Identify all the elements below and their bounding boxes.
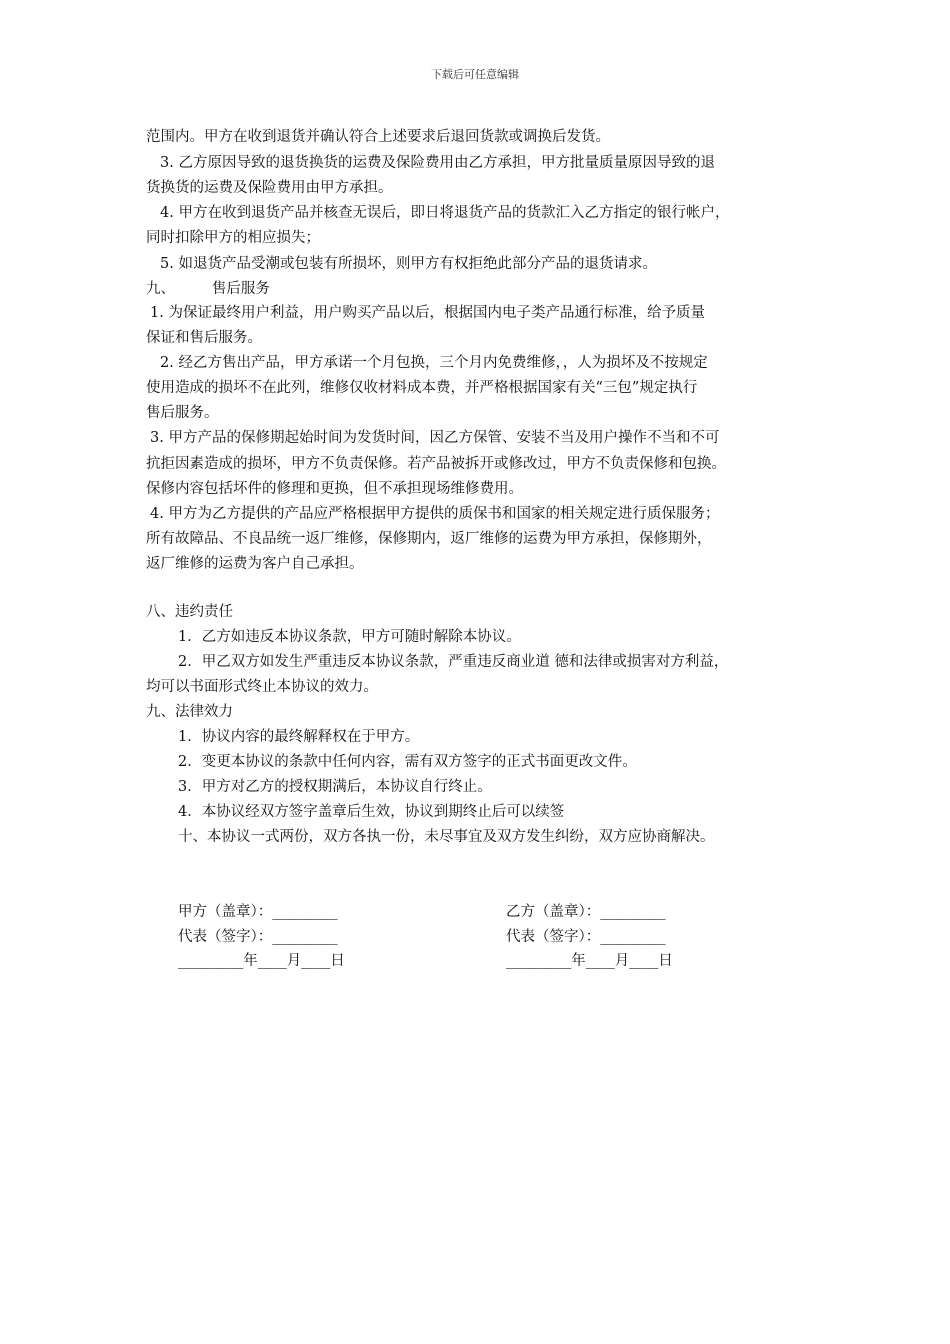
body-line: 1. 为保证最终用户利益，用户购买产品以后，根据国内电子类产品通行标准，给予质量 <box>150 305 705 321</box>
section-heading: 九、 售后服务 <box>146 281 270 297</box>
body-line: 2．甲乙双方如发生严重违反本协议条款，严重违反商业道 德和法律或损害对方利益， <box>178 654 729 670</box>
body-line: 4．本协议经双方签字盖章后生效，协议到期终止后可以续签 <box>178 804 565 820</box>
body-line: 5. 如退货产品受潮或包装有所损坏，则甲方有权拒绝此部分产品的退货请求。 <box>160 256 657 272</box>
body-line: 2. 经乙方售出产品，甲方承诺一个月包换，三个月内免费维修，，人为损坏及不按规定 <box>160 355 708 371</box>
body-line: 4. 甲方在收到退货产品并核查无误后，即日将退货产品的货款汇入乙方指定的银行帐户， <box>160 205 730 221</box>
party-b-seal-field: 乙方（盖章）：_________ <box>506 904 666 920</box>
body-line: 返厂维修的运费为客户自己承担。 <box>146 556 364 572</box>
party-a-seal-field: 甲方（盖章）：_________ <box>178 904 338 920</box>
body-line: 3. 乙方原因导致的退货换货的运费及保险费用由乙方承担，甲方批量质量原因导致的退 <box>160 155 715 171</box>
body-line: 1．协议内容的最终解释权在于甲方。 <box>178 729 420 745</box>
party-a-date-field: _________年____月____日 <box>178 953 345 969</box>
body-line: 使用造成的损坏不在此列，维修仅收材料成本费，并严格根据国家有关“三包”规定执行 <box>146 380 698 396</box>
body-line: 售后服务。 <box>146 405 219 421</box>
body-line: 保修内容包括坏件的修理和更换，但不承担现场维修费用。 <box>146 481 523 497</box>
body-line: 1．乙方如违反本协议条款，甲方可随时解除本协议。 <box>178 629 521 645</box>
body-line: 十、本协议一式两份，双方各执一份，未尽事宜及双方发生纠纷，双方应协商解决。 <box>178 829 715 845</box>
body-line: 3. 甲方产品的保修期起始时间为发货时间，因乙方保管、安装不当及用户操作不当和不可 <box>150 430 720 446</box>
body-line: 范围内。甲方在收到退货并确认符合上述要求后退回货款或调换后发货。 <box>146 129 610 145</box>
body-line: 同时扣除甲方的相应损失； <box>146 230 320 246</box>
party-a-representative-field: 代表（签字）：_________ <box>178 929 338 945</box>
body-line: 所有故障品、不良品统一返厂维修，保修期内，返厂维修的运费为甲方承担，保修期外， <box>146 531 712 547</box>
section-heading: 八、违约责任 <box>146 604 233 620</box>
body-line: 保证和售后服务。 <box>146 330 262 346</box>
body-line: 3．甲方对乙方的授权期满后，本协议自行终止。 <box>178 779 492 795</box>
party-b-date-field: _________年____月____日 <box>506 953 673 969</box>
page-header-note: 下载后可任意编辑 <box>431 68 519 81</box>
body-line: 均可以书面形式终止本协议的效力。 <box>146 679 378 695</box>
section-heading: 九、法律效力 <box>146 704 233 720</box>
body-line: 2．变更本协议的条款中任何内容，需有双方签字的正式书面更改文件。 <box>178 754 637 770</box>
party-b-representative-field: 代表（签字）：_________ <box>506 929 666 945</box>
body-line: 抗拒因素造成的损坏，甲方不负责保修。若产品被拆开或修改过，甲方不负责保修和包换。 <box>146 456 726 472</box>
body-line: 货换货的运费及保险费用由甲方承担。 <box>146 180 393 196</box>
body-line: 4. 甲方为乙方提供的产品应严格根据甲方提供的质保书和国家的相关规定进行质保服务； <box>150 506 720 522</box>
